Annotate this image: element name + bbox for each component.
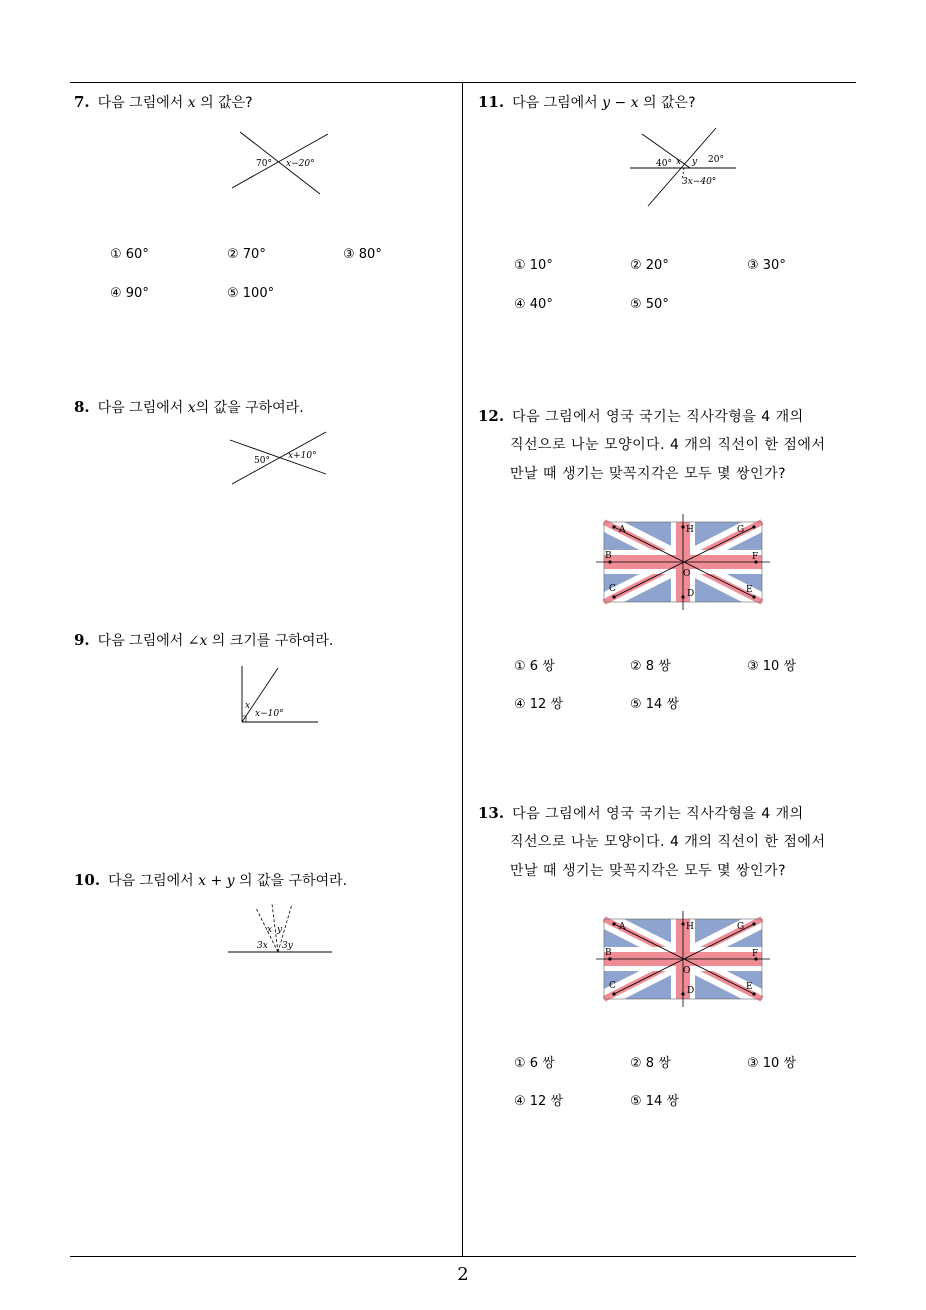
question-text: 다음 그림에서 x 의 값은? bbox=[97, 95, 253, 111]
question-12-line-3: 만날 때 생기는 맞꼭지각은 모두 몇 쌍인가? bbox=[510, 466, 787, 482]
q12-flag-figure bbox=[596, 514, 770, 610]
question-13-line-3: 만날 때 생기는 맞꼭지각은 모두 몇 쌍인가? bbox=[510, 863, 787, 879]
flag-label-f: F bbox=[752, 949, 759, 959]
question-number: 8. bbox=[74, 398, 90, 416]
question-text-line-1: 다음 그림에서 영국 국기는 직사각형을 4 개의 bbox=[512, 806, 804, 822]
q7-choice-2[interactable]: ② 70° bbox=[227, 247, 266, 262]
flag-label-h: H bbox=[686, 525, 694, 535]
question-12-line-2: 직선으로 나눈 모양이다. 4 개의 직선이 한 점에서 bbox=[510, 437, 826, 453]
flag-label-d: D bbox=[687, 986, 695, 996]
flag-label-a: A bbox=[619, 922, 626, 932]
q12-choice-5[interactable]: ⑤ 14 쌍 bbox=[630, 697, 680, 712]
q11-figure bbox=[628, 126, 740, 210]
flag-label-b: B bbox=[605, 551, 612, 561]
q11-choice-1[interactable]: ① 10° bbox=[514, 258, 553, 273]
page-number: 2 bbox=[457, 1264, 469, 1285]
q7-choice-5[interactable]: ⑤ 100° bbox=[227, 286, 275, 301]
question-number: 11. bbox=[478, 93, 505, 111]
question-10 bbox=[74, 866, 347, 896]
flag-label-d: D bbox=[687, 589, 695, 599]
top-rule bbox=[70, 82, 856, 83]
question-number: 13. bbox=[478, 804, 505, 822]
question-11 bbox=[478, 88, 696, 118]
question-number: 9. bbox=[74, 631, 90, 649]
q13-choice-3[interactable]: ③ 10 쌍 bbox=[747, 1056, 797, 1071]
q7-right-angle-label: x−20° bbox=[286, 159, 315, 169]
question-text: 다음 그림에서 ∠x 의 크기를 구하여라. bbox=[97, 633, 334, 649]
flag-label-c: C bbox=[609, 584, 616, 594]
q11-choice-5[interactable]: ⑤ 50° bbox=[630, 297, 669, 312]
question-text: 다음 그림에서 x의 값을 구하여라. bbox=[97, 400, 304, 416]
q13-choice-5[interactable]: ⑤ 14 쌍 bbox=[630, 1094, 680, 1109]
q9-inner-label: x bbox=[245, 701, 251, 711]
column-divider bbox=[462, 82, 463, 1257]
flag-label-e: E bbox=[746, 585, 753, 595]
flag-label-f: F bbox=[752, 552, 759, 562]
question-12 bbox=[478, 402, 804, 432]
question-text: 다음 그림에서 x + y 의 값을 구하여라. bbox=[108, 873, 348, 889]
flag-label-h: H bbox=[686, 922, 694, 932]
q11-label-e: 3x−40° bbox=[682, 177, 717, 187]
q10-figure bbox=[226, 900, 336, 958]
flag-label-o: O bbox=[683, 966, 691, 976]
q7-left-angle-label: 70° bbox=[256, 159, 272, 169]
q10-label-d: 3y bbox=[282, 941, 293, 951]
q7-choice-4[interactable]: ④ 90° bbox=[110, 286, 149, 301]
q10-label-c: 3x bbox=[257, 941, 268, 951]
q9-figure bbox=[236, 662, 322, 726]
flag-label-c: C bbox=[609, 981, 616, 991]
flag-label-a: A bbox=[619, 525, 626, 535]
q11-label-d: 20° bbox=[708, 155, 724, 165]
question-number: 7. bbox=[74, 93, 90, 111]
q7-figure bbox=[226, 124, 336, 200]
flag-label-b: B bbox=[605, 948, 612, 958]
q12-choice-1[interactable]: ① 6 쌍 bbox=[514, 659, 555, 674]
question-number: 10. bbox=[74, 871, 101, 889]
question-13 bbox=[478, 799, 804, 829]
question-8 bbox=[74, 393, 304, 423]
question-number: 12. bbox=[478, 407, 505, 425]
q11-label-a: 40° bbox=[656, 159, 672, 169]
q13-choice-2[interactable]: ② 8 쌍 bbox=[630, 1056, 671, 1071]
q12-choice-4[interactable]: ④ 12 쌍 bbox=[514, 697, 564, 712]
flag-label-g: G bbox=[737, 525, 745, 535]
q7-choice-1[interactable]: ① 60° bbox=[110, 247, 149, 262]
question-9 bbox=[74, 626, 333, 656]
q13-choice-1[interactable]: ① 6 쌍 bbox=[514, 1056, 555, 1071]
q13-choice-4[interactable]: ④ 12 쌍 bbox=[514, 1094, 564, 1109]
flag-label-o: O bbox=[683, 569, 691, 579]
q11-choice-2[interactable]: ② 20° bbox=[630, 258, 669, 273]
q13-flag-figure bbox=[596, 911, 770, 1007]
question-text-line-1: 다음 그림에서 영국 국기는 직사각형을 4 개의 bbox=[512, 409, 804, 425]
q8-left-angle-label: 50° bbox=[254, 456, 270, 466]
q11-choice-3[interactable]: ③ 30° bbox=[747, 258, 786, 273]
q11-label-c: y bbox=[692, 157, 698, 167]
question-13-line-2: 직선으로 나눈 모양이다. 4 개의 직선이 한 점에서 bbox=[510, 834, 826, 850]
q7-choice-3[interactable]: ③ 80° bbox=[343, 247, 382, 262]
question-7 bbox=[74, 88, 253, 118]
question-text: 다음 그림에서 y − x 의 값은? bbox=[512, 95, 696, 111]
flag-label-e: E bbox=[746, 982, 753, 992]
q10-label-a: x bbox=[267, 925, 273, 935]
flag-label-g: G bbox=[737, 922, 745, 932]
bottom-rule bbox=[70, 1256, 856, 1257]
q8-figure bbox=[226, 428, 330, 488]
q8-right-angle-label: x+10° bbox=[288, 451, 317, 461]
q12-choice-2[interactable]: ② 8 쌍 bbox=[630, 659, 671, 674]
q11-choice-4[interactable]: ④ 40° bbox=[514, 297, 553, 312]
q9-outer-label: x−10° bbox=[255, 709, 284, 719]
q10-label-b: y bbox=[277, 925, 283, 935]
q11-label-b: x bbox=[676, 157, 682, 167]
q12-choice-3[interactable]: ③ 10 쌍 bbox=[747, 659, 797, 674]
